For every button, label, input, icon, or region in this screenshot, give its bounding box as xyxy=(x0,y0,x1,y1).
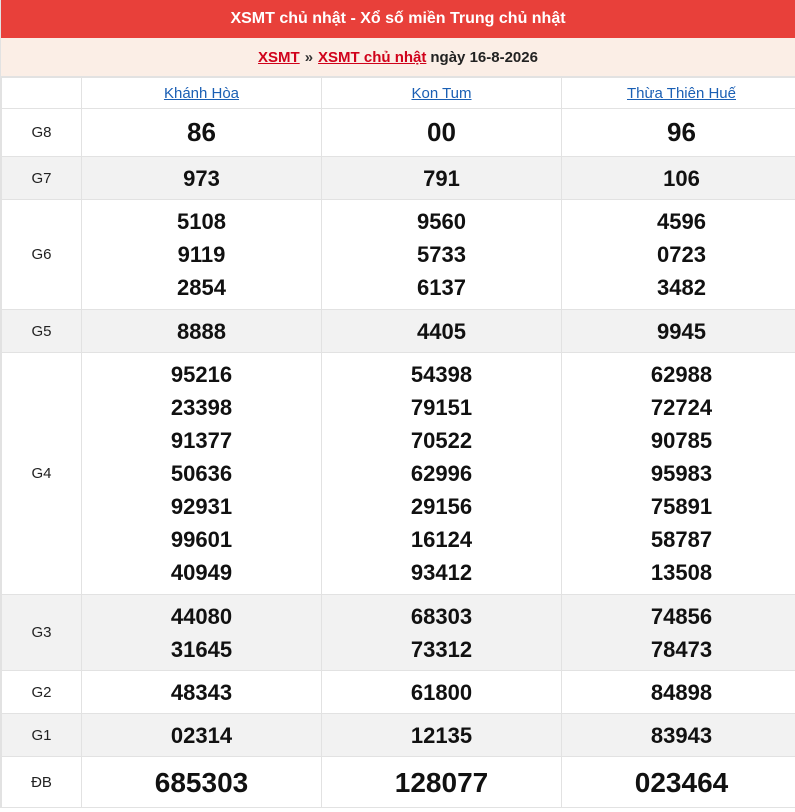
prize-number: 70522 xyxy=(410,428,473,453)
prize-number: 6137 xyxy=(417,275,466,300)
prize-number: 62988 xyxy=(650,362,713,387)
prize-cell xyxy=(562,671,795,714)
prize-row xyxy=(2,157,795,200)
prize-number: 75891 xyxy=(650,494,713,519)
breadcrumb-xsmt-sunday-link[interactable]: XSMT chủ nhật xyxy=(318,48,427,66)
prize-label: G6 xyxy=(2,200,82,310)
prize-cell xyxy=(82,595,322,671)
prize-number: 973 xyxy=(183,165,220,191)
prize-row xyxy=(2,595,795,671)
prize-number: 79151 xyxy=(410,395,473,420)
province-link-khanh-hoa[interactable]: Khánh Hòa xyxy=(163,84,240,102)
province-link-thua-thien-hue[interactable]: Thừa Thiên Huế xyxy=(627,84,736,102)
prize-cell xyxy=(562,310,795,353)
prize-number: 23398 xyxy=(170,395,233,420)
page-title-text: XSMT chủ nhật - Xổ số miền Trung chủ nhật xyxy=(230,10,566,27)
prize-label: ĐB xyxy=(2,757,82,808)
prize-number: 92931 xyxy=(170,494,233,519)
prize-number: 31645 xyxy=(170,636,233,662)
prize-number: 95983 xyxy=(650,461,713,486)
prize-cell xyxy=(322,671,562,714)
prize-number: 44080 xyxy=(170,603,233,629)
prize-number: 00 xyxy=(427,117,456,147)
prize-number: 3482 xyxy=(657,275,706,300)
prize-number: 73312 xyxy=(410,636,473,662)
breadcrumb xyxy=(1,38,795,77)
prize-cell xyxy=(82,109,322,157)
prize-number: 99601 xyxy=(170,527,233,552)
prize-number: 96 xyxy=(667,117,696,147)
prize-number: 90785 xyxy=(650,428,713,453)
prize-rows xyxy=(2,109,795,808)
prize-number: 86 xyxy=(187,117,216,147)
province-header-row xyxy=(2,78,795,109)
prize-number: 0723 xyxy=(657,242,706,267)
prize-cell xyxy=(562,109,795,157)
prize-number: 84898 xyxy=(650,679,713,705)
breadcrumb-date: ngày 16-8-2026 xyxy=(430,48,538,66)
prize-number: 4405 xyxy=(417,318,466,344)
prize-number: 9560 xyxy=(417,209,466,234)
prize-number: 12135 xyxy=(410,722,473,748)
prize-number: 16124 xyxy=(410,527,473,552)
prize-label: G1 xyxy=(2,714,82,757)
prize-number: 91377 xyxy=(170,428,233,453)
prize-number: 68303 xyxy=(410,603,473,629)
prize-number: 5733 xyxy=(417,242,466,267)
prize-number: 62996 xyxy=(410,461,473,486)
prize-label: G7 xyxy=(2,157,82,200)
prize-cell xyxy=(82,757,322,808)
prize-number: 791 xyxy=(423,165,460,191)
prize-number: 72724 xyxy=(650,395,713,420)
prize-number: 106 xyxy=(663,165,700,191)
prize-row xyxy=(2,109,795,157)
results-table xyxy=(1,77,795,808)
prize-number: 685303 xyxy=(154,766,249,798)
prize-cell xyxy=(562,200,795,310)
prize-number: 023464 xyxy=(634,766,729,798)
prize-cell xyxy=(82,310,322,353)
prize-cell xyxy=(562,157,795,200)
prize-label: G4 xyxy=(2,353,82,595)
prize-cell xyxy=(562,353,795,595)
prize-label: G8 xyxy=(2,109,82,157)
province-header xyxy=(562,78,795,109)
header-blank-cell xyxy=(2,78,82,109)
prize-cell xyxy=(322,109,562,157)
prize-number: 13508 xyxy=(650,560,713,585)
prize-cell xyxy=(82,714,322,757)
prize-cell xyxy=(562,714,795,757)
prize-row xyxy=(2,714,795,757)
prize-number: 78473 xyxy=(650,636,713,662)
prize-cell xyxy=(562,757,795,808)
prize-number: 93412 xyxy=(410,560,473,585)
prize-number: 29156 xyxy=(410,494,473,519)
province-link-kon-tum[interactable]: Kon Tum xyxy=(411,84,472,102)
prize-row xyxy=(2,310,795,353)
prize-number: 5108 xyxy=(177,209,226,234)
province-header xyxy=(322,78,562,109)
prize-cell xyxy=(322,595,562,671)
page-title xyxy=(1,0,795,38)
prize-number: 61800 xyxy=(410,679,473,705)
prize-number: 95216 xyxy=(170,362,233,387)
prize-cell xyxy=(322,353,562,595)
prize-number: 83943 xyxy=(650,722,713,748)
prize-number: 02314 xyxy=(170,722,233,748)
prize-cell xyxy=(82,671,322,714)
prize-number: 128077 xyxy=(394,766,489,798)
prize-number: 74856 xyxy=(650,603,713,629)
prize-label: G5 xyxy=(2,310,82,353)
prize-cell xyxy=(82,353,322,595)
prize-number: 58787 xyxy=(650,527,713,552)
prize-number: 4596 xyxy=(657,209,706,234)
prize-row xyxy=(2,353,795,595)
prize-row xyxy=(2,757,795,808)
prize-row xyxy=(2,200,795,310)
prize-cell xyxy=(82,157,322,200)
prize-number: 54398 xyxy=(410,362,473,387)
province-header xyxy=(82,78,322,109)
prize-cell xyxy=(322,310,562,353)
prize-cell xyxy=(322,157,562,200)
prize-cell xyxy=(322,200,562,310)
breadcrumb-separator: » xyxy=(304,48,314,66)
prize-label: G3 xyxy=(2,595,82,671)
prize-number: 2854 xyxy=(177,275,226,300)
prize-number: 9119 xyxy=(177,242,226,267)
prize-number: 40949 xyxy=(170,560,233,585)
prize-cell xyxy=(322,714,562,757)
prize-cell xyxy=(562,595,795,671)
prize-number: 48343 xyxy=(170,679,233,705)
prize-number: 50636 xyxy=(170,461,233,486)
prize-row xyxy=(2,671,795,714)
prize-cell xyxy=(322,757,562,808)
prize-number: 9945 xyxy=(657,318,706,344)
prize-label: G2 xyxy=(2,671,82,714)
prize-cell xyxy=(82,200,322,310)
prize-number: 8888 xyxy=(177,318,226,344)
breadcrumb-xsmt-link[interactable]: XSMT xyxy=(258,48,300,66)
